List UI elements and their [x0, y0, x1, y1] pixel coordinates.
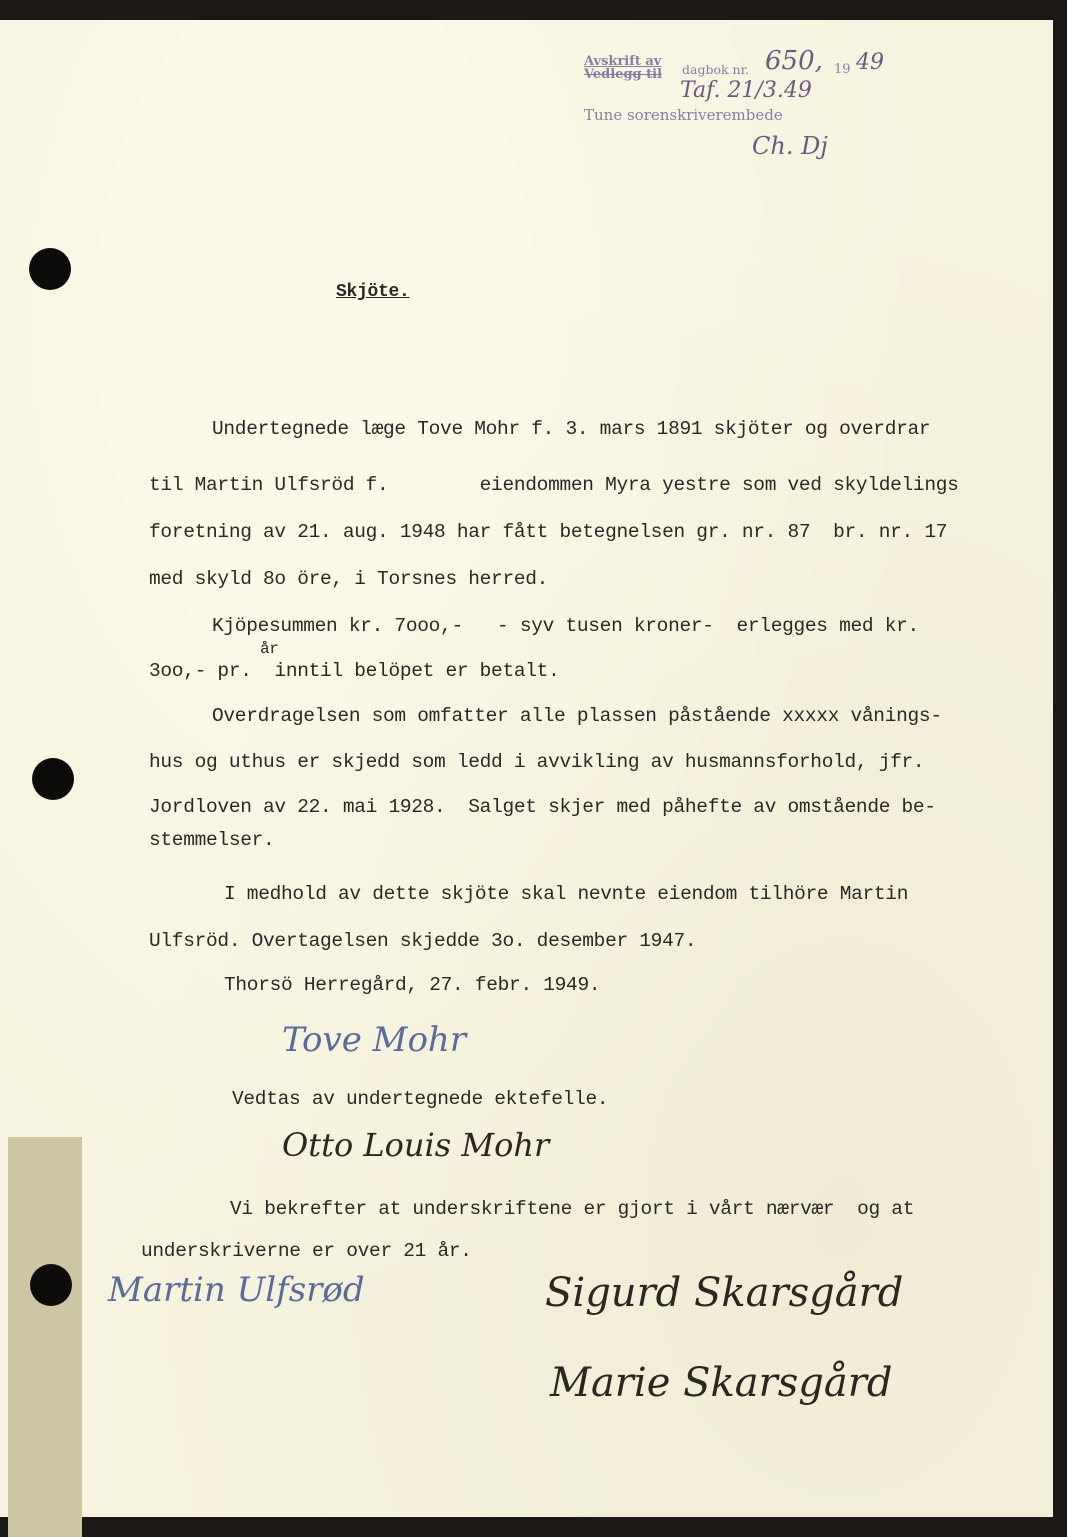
punch-hole-middle [32, 758, 74, 800]
stamp-avskrift: Avskrift av [584, 54, 662, 69]
punch-hole-top [29, 248, 71, 290]
text-line: I medhold av dette skjöte skal nevnte eiendom tilhöre Martin [224, 883, 909, 905]
text-line: Jordloven av 22. mai 1928. Salget skjer med påhefte av omstående be- [149, 796, 936, 818]
binding-tab [8, 1137, 82, 1537]
text-line: til Martin Ulfsröd f. eiendommen Myra yestre som ved skyldelings [149, 474, 959, 496]
signature-spouse: Otto Louis Mohr [282, 1126, 550, 1164]
stamp-vedlegg-struck: Vedlegg til [584, 67, 663, 82]
signature-buyer: Martin Ulfsrød [108, 1270, 365, 1310]
document-title: Skjöte. [336, 282, 410, 302]
signature-witness-2: Marie Skarsgård [550, 1360, 893, 1406]
text-line: Overdragelsen som omfatter alle plassen påstående xxxxx vånings- [212, 705, 942, 727]
punch-hole-bottom [30, 1264, 72, 1306]
text-line: Kjöpesummen kr. 7ooo,- - syv tusen kroner- erlegges med kr. [212, 615, 919, 637]
stamp-dagbok-label: dagbok nr. [682, 62, 750, 77]
stamp-initials: Ch. Dj [752, 132, 828, 160]
text-line: foretning av 21. aug. 1948 har fått betegnelsen gr. nr. 87 br. nr. 17 [149, 521, 948, 543]
text-line: 3oo,- pr. inntil belöpet er betalt. [149, 660, 560, 682]
witness-statement-line: Vi bekrefter at underskriftene er gjort i vårt nærvær og at [230, 1198, 915, 1220]
superscript-ar: år [260, 640, 279, 658]
stamp-dagbok-number: 650, [765, 46, 823, 76]
stamp-year-suffix: 49 [856, 50, 884, 75]
signature-witness-1: Sigurd Skarsgård [545, 1270, 904, 1316]
stamp-office: Tune sorenskriverembede [584, 106, 783, 124]
witness-statement-line: underskriverne er over 21 år. [141, 1240, 472, 1262]
text-line: stemmelser. [149, 829, 275, 851]
place-date: Thorsö Herregård, 27. febr. 1949. [224, 974, 601, 996]
document-page [0, 20, 1053, 1517]
spouse-consent: Vedtas av undertegnede ektefelle. [232, 1088, 609, 1110]
signature-seller: Tove Mohr [282, 1020, 467, 1060]
text-line: Ulfsröd. Overtagelsen skjedde 3o. desember 1947. [149, 930, 697, 952]
text-line: Undertegnede læge Tove Mohr f. 3. mars 1891 skjöter og overdrar [212, 418, 931, 440]
stamp-hand-date: Taf. 21/3.49 [680, 78, 812, 103]
text-line: med skyld 8o öre, i Torsnes herred. [149, 568, 549, 590]
stamp-year-prefix: 19 [834, 62, 851, 77]
text-line: hus og uthus er skjedd som ledd i avvikling av husmannsforhold, jfr. [149, 751, 925, 773]
